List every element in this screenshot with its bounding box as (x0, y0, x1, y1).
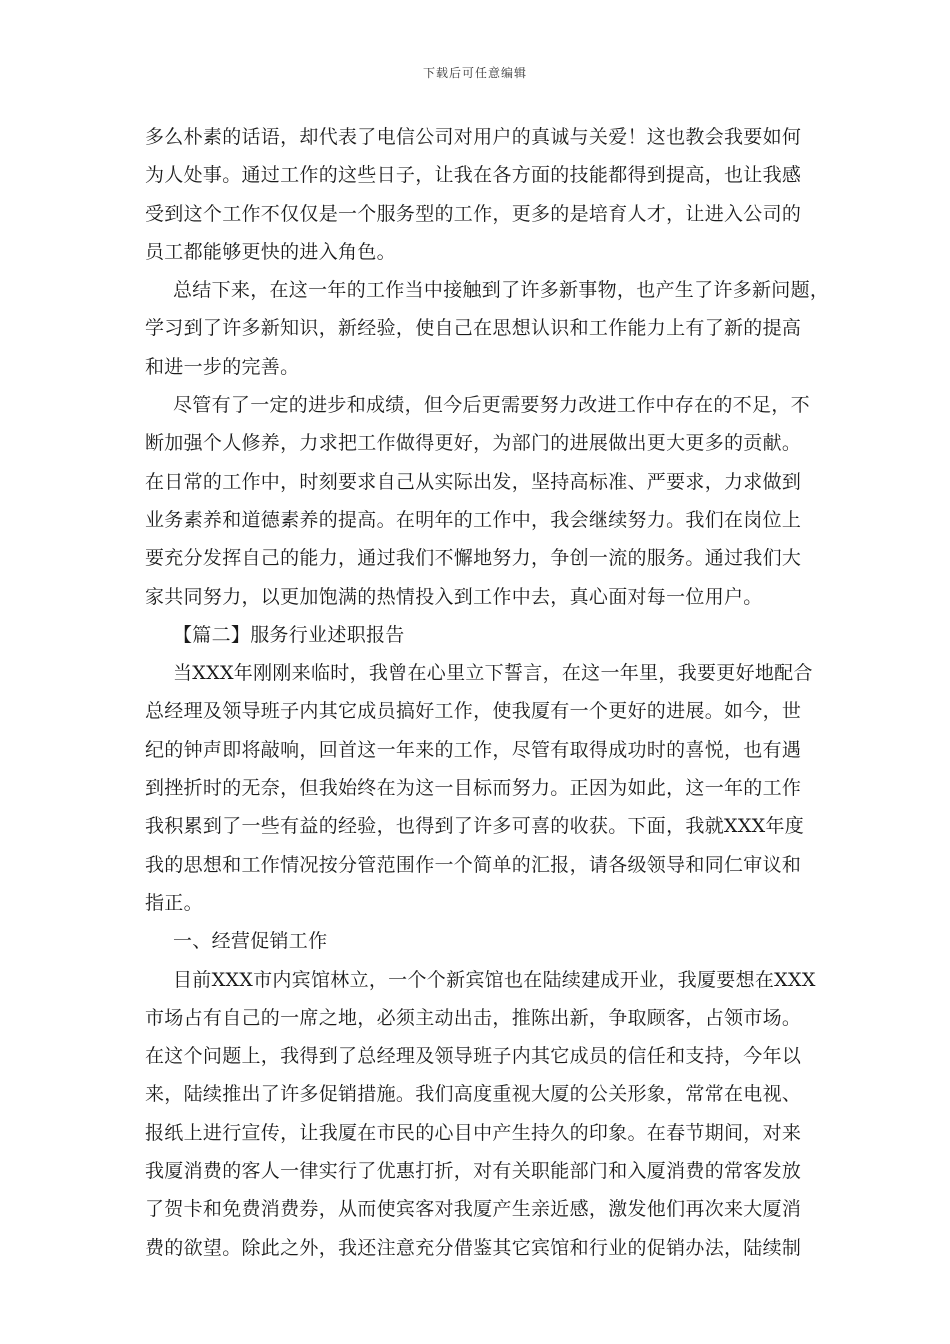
text-line: 报纸上进行宣传，让我厦在市民的心目中产生持久的印象。在春节期间，对来 (145, 1121, 802, 1144)
text-line: 业务素养和道德素养的提高。在明年的工作中，我会继续努力。我们在岗位上 (145, 508, 802, 531)
text-line: 总经理及领导班子内其它成员搞好工作，使我厦有一个更好的进展。如今，世 (145, 700, 802, 723)
page-header: 下载后可任意编辑 (422, 66, 527, 80)
text-line: 我的思想和工作情况按分管范围作一个简单的汇报，请各级领导和同仁审议和 (145, 853, 802, 876)
text-line: 学习到了许多新知识，新经验，使自己在思想认识和工作能力上有了新的提高 (145, 317, 802, 340)
text-line: 当XXX年刚刚来临时，我曾在心里立下誓言，在这一年里，我要更好地配合 (173, 662, 813, 685)
text-line: 【篇二】服务行业述职报告 (173, 623, 405, 646)
text-line: 指正。 (145, 891, 203, 914)
text-line: 为人处事。通过工作的这些日子，让我在各方面的技能都得到提高，也让我感 (145, 164, 802, 187)
text-line: 我厦消费的客人一律实行了优惠打折，对有关职能部门和入厦消费的常客发放 (145, 1160, 802, 1183)
text-line: 一、经营促销工作 (173, 930, 328, 953)
text-line: 要充分发挥自己的能力，通过我们不懈地努力，争创一流的服务。通过我们大 (145, 547, 802, 570)
document-body (145, 118, 830, 1267)
text-line: 市场占有自己的一席之地，必须主动出击，推陈出新，争取顾客，占领市场。 (145, 1006, 802, 1029)
text-line: 和进一步的完善。 (145, 355, 300, 378)
text-line: 员工都能够更快的进入角色。 (145, 240, 396, 263)
text-line: 断加强个人修养，力求把工作做得更好，为部门的进展做出更大更多的贡献。 (145, 432, 802, 455)
text-line: 到挫折时的无奈，但我始终在为这一目标而努力。正因为如此，这一年的工作 (145, 777, 802, 800)
text-line: 家共同努力，以更加饱满的热情投入到工作中去，真心面对每一位用户。 (145, 585, 763, 608)
text-line: 总结下来，在这一年的工作当中接触到了许多新事物，也产生了许多新问题， (173, 279, 830, 302)
text-line: 在日常的工作中，时刻要求自己从实际出发，坚持高标准、严要求，力求做到 (145, 470, 802, 493)
text-line: 了贺卡和免费消费券，从而使宾客对我厦产生亲近感，激发他们再次来大厦消 (145, 1198, 802, 1221)
text-line: 在这个问题上，我得到了总经理及领导班子内其它成员的信任和支持，今年以 (145, 1045, 802, 1068)
text-line: 目前XXX市内宾馆林立，一个个新宾馆也在陆续建成开业，我厦要想在XXX (173, 968, 816, 991)
text-line: 我积累到了一些有益的经验，也得到了许多可喜的收获。下面，我就XXX年度 (145, 815, 805, 838)
text-line: 多么朴素的话语，却代表了电信公司对用户的真诚与关爱！这也教会我要如何 (145, 126, 802, 148)
text-line: 费的欲望。除此之外，我还注意充分借鉴其它宾馆和行业的促销办法，陆续制 (145, 1236, 802, 1259)
text-line: 尽管有了一定的进步和成绩，但今后更需要努力改进工作中存在的不足，不 (173, 394, 810, 417)
text-line: 来，陆续推出了许多促销措施。我们高度重视大厦的公关形象，常常在电视、 (145, 1083, 802, 1106)
text-line: 纪的钟声即将敲响，回首这一年来的工作，尽管有取得成功时的喜悦，也有遇 (145, 738, 802, 761)
text-line: 受到这个工作不仅仅是一个服务型的工作，更多的是培育人才，让进入公司的 (145, 202, 802, 225)
